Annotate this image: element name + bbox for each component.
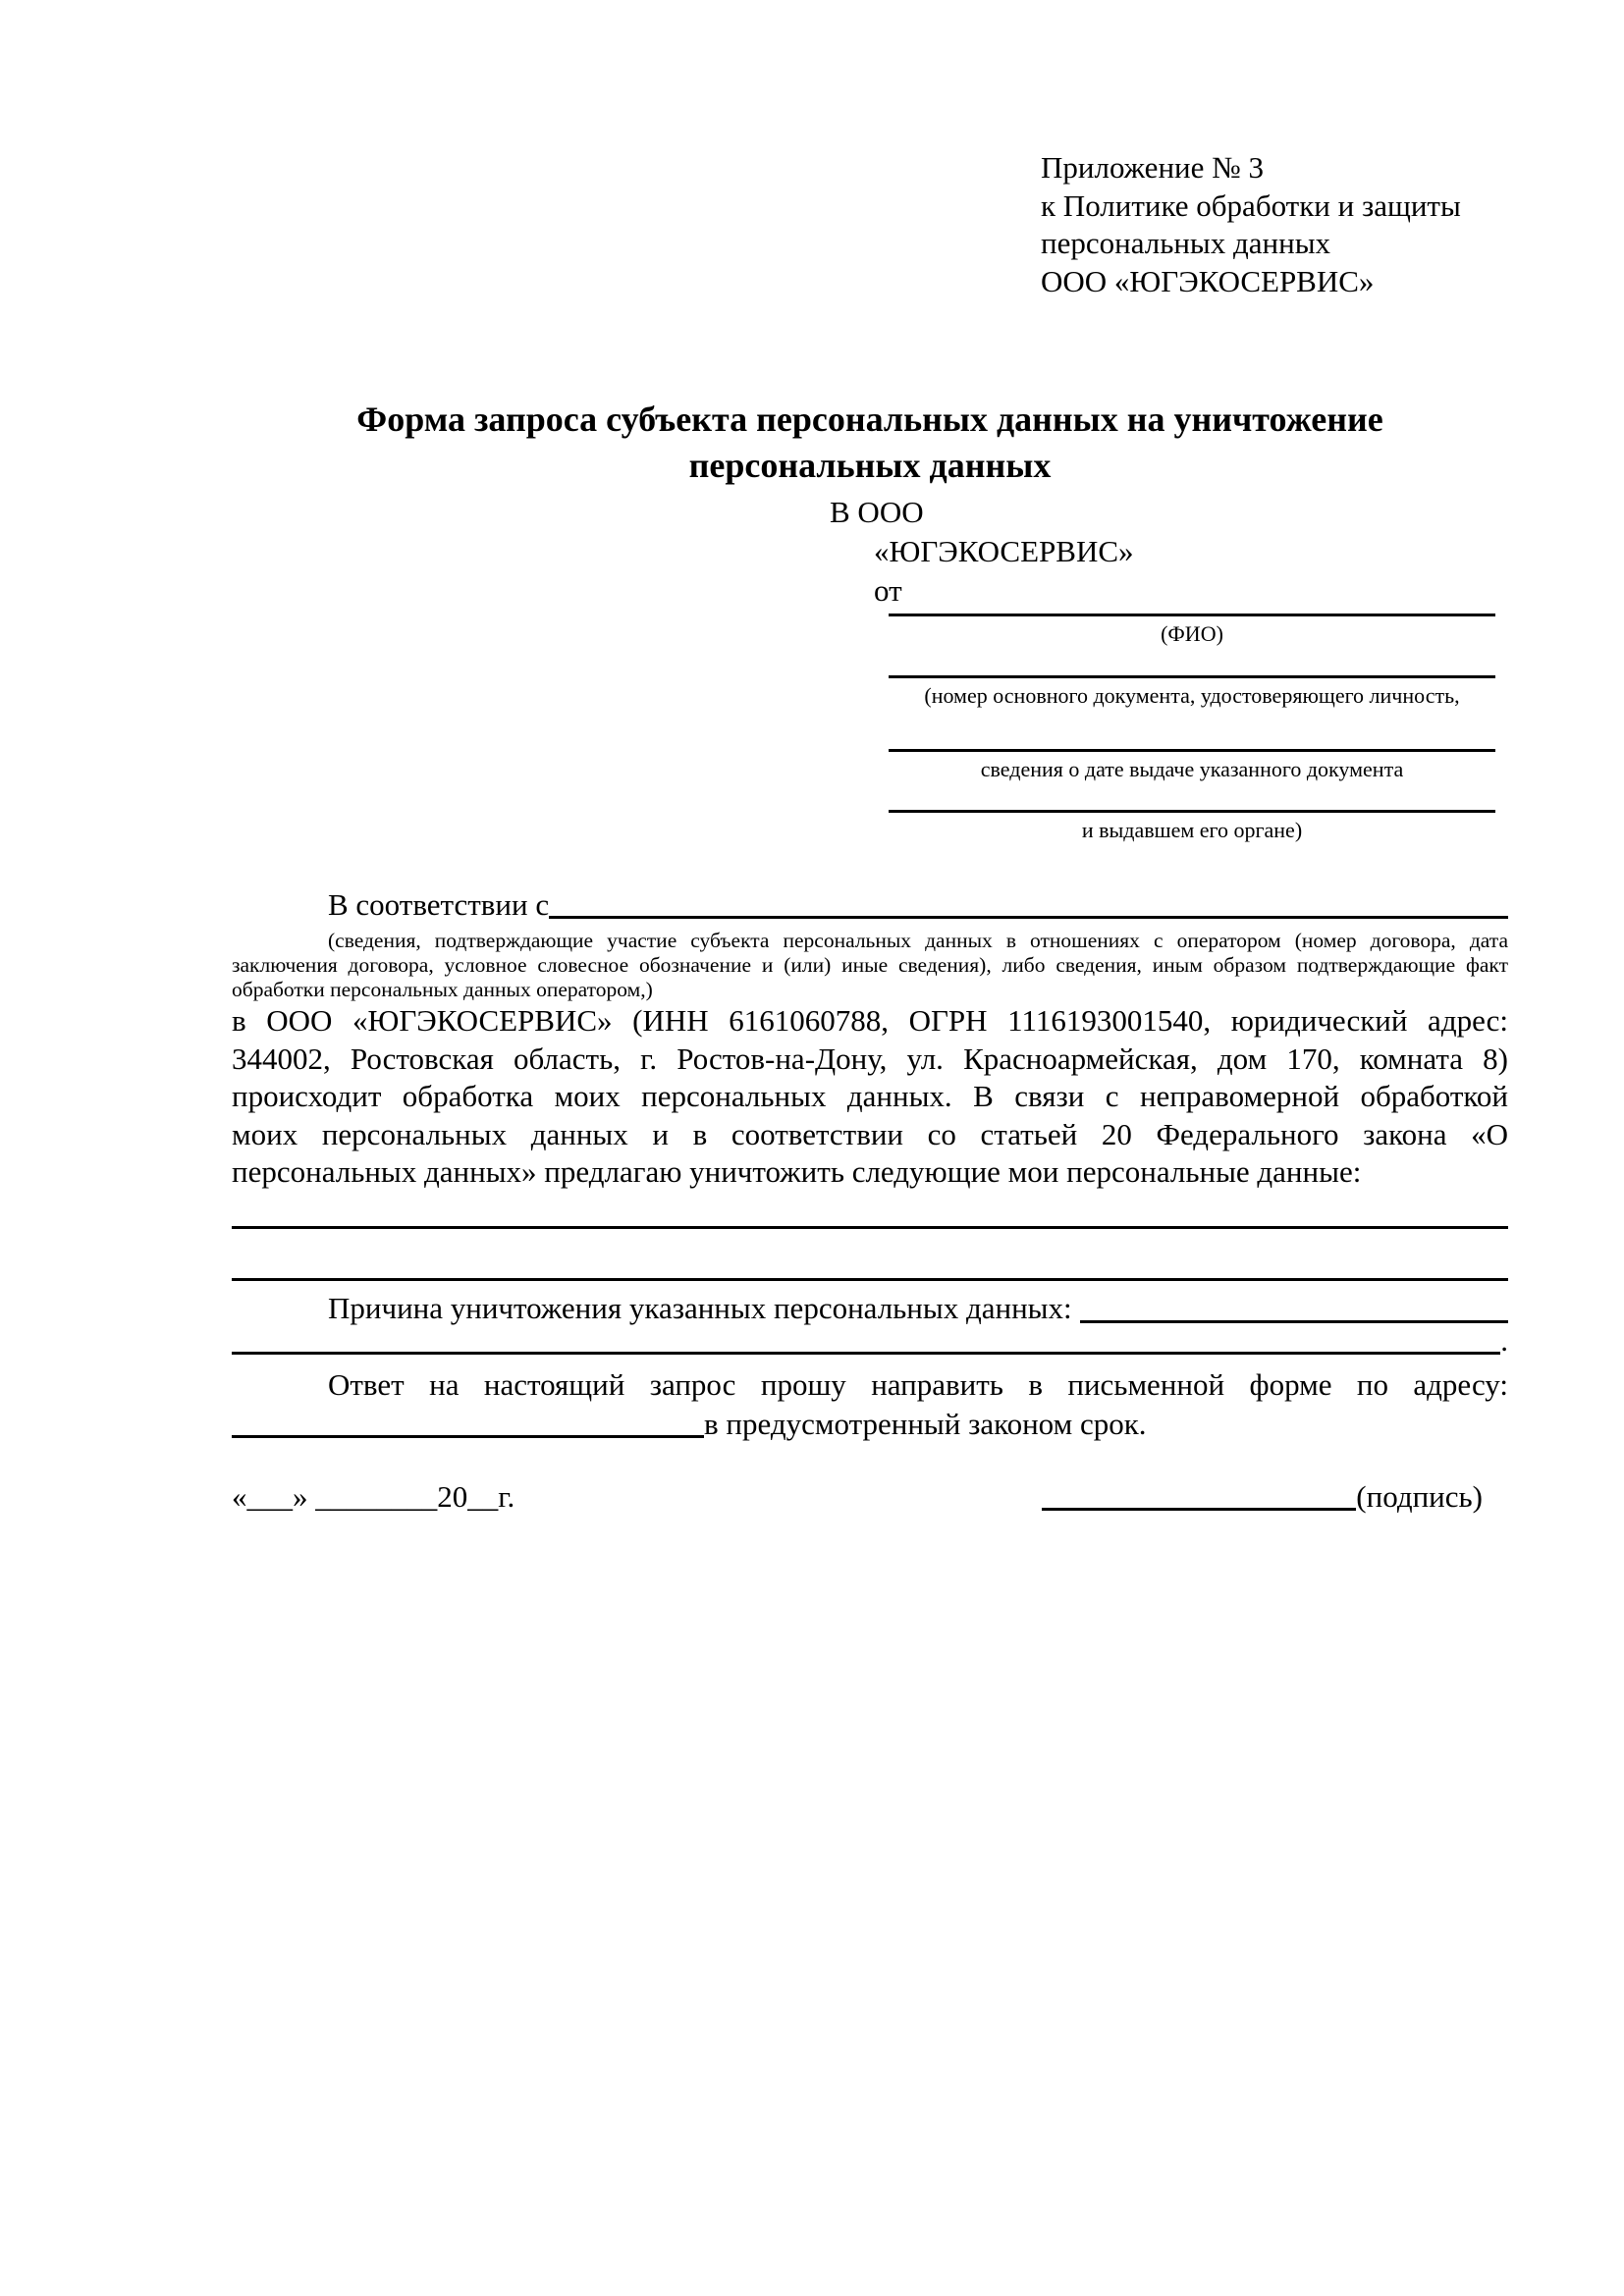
appendix-line: персональных данных [1041,226,1331,260]
appendix-line: ООО «ЮГЭКОСЕРВИС» [1041,263,1375,298]
fio-blank-line [889,614,1495,616]
reason-blank-line [232,1322,1500,1355]
signature-group [1042,1477,1483,1517]
fio-caption: (ФИО) [1161,621,1223,646]
data-blank-line [232,1278,1508,1281]
paragraph-line: моих персональных данных и в соответствии со статьей 20 Федерального закона «О [232,1116,1508,1151]
addressee-from-label: от [874,573,902,608]
title-line: персональных данных [688,446,1052,485]
appendix-line: к Политике обработки и защиты [1041,187,1461,223]
date-signature-row [232,1477,1508,1517]
answer-suffix: в предусмотренный законом срок. [704,1407,1147,1441]
paragraph-line: 344002, Ростовская область, г. Ростов-на-Дону, ул. Красноармейская, дом 170, комната 8) [232,1041,1508,1076]
title-line: Форма запроса субъекта персональных данных на уничтожение [356,400,1383,439]
fine-print-caption [232,929,1508,1002]
reason-continuation-row [232,1322,1508,1360]
fine-print-line: (сведения, подтверждающие участие субъекта персональных данных в отношениях с оператором (номер договора, дата [328,929,1508,952]
appendix-note [1041,149,1461,300]
issue-date-caption: сведения о дате выдаче указанного документа [980,757,1404,781]
addressee-org-name: «ЮГЭКОСЕРВИС» [874,534,1134,568]
signature-blank-line [1042,1508,1356,1511]
addressee-to-prefix: В ООО [830,495,924,529]
reason-blank-line [1080,1289,1508,1323]
signature-caption: (подпись) [1356,1479,1483,1514]
issuer-caption: и выдавшем его органе) [1081,818,1303,842]
answer-address-row [232,1406,1508,1443]
according-row [232,886,1508,924]
reason-terminator: . [1500,1323,1508,1358]
main-paragraph [232,1002,1508,1192]
date-blank: «___» ________20__г. [232,1479,515,1514]
address-blank-line [232,1406,704,1438]
document-title [232,397,1508,489]
appendix-line: Приложение № 3 [1041,150,1264,185]
data-blank-line [232,1226,1508,1229]
issuer-blank-line [889,810,1495,813]
fine-print-line: заключения договора, условное словесное обозначение и (или) иные сведения), либо сведения, иным образом подтверждающие факт [232,953,1508,977]
fine-print-line: обработки персональных данных оператором,) [232,978,653,1001]
according-blank-line [549,886,1508,919]
answer-request-line: Ответ на настоящий запрос прошу направить в письменной форме по адресу: [328,1367,1508,1402]
paragraph-line: в ООО «ЮГЭКОСЕРВИС» (ИНН 6161060788, ОГРН 1116193001540, юридический адрес: [232,1003,1508,1038]
paragraph-line: персональных данных» предлагаю уничтожить следующие мои персональные данные: [232,1154,1362,1189]
paragraph-indent [232,886,328,924]
reason-label: Причина уничтожения указанных персональных данных: [328,1291,1072,1325]
issue-date-blank-line [889,749,1495,752]
according-prefix: В соответствии с [328,887,550,922]
paragraph-line: происходит обработка моих персональных данных. В связи с неправомерной обработкой [232,1079,1508,1113]
document-number-caption: (номер основного документа, удостоверяющего личность, [924,683,1460,708]
document-number-blank-line [889,675,1495,678]
